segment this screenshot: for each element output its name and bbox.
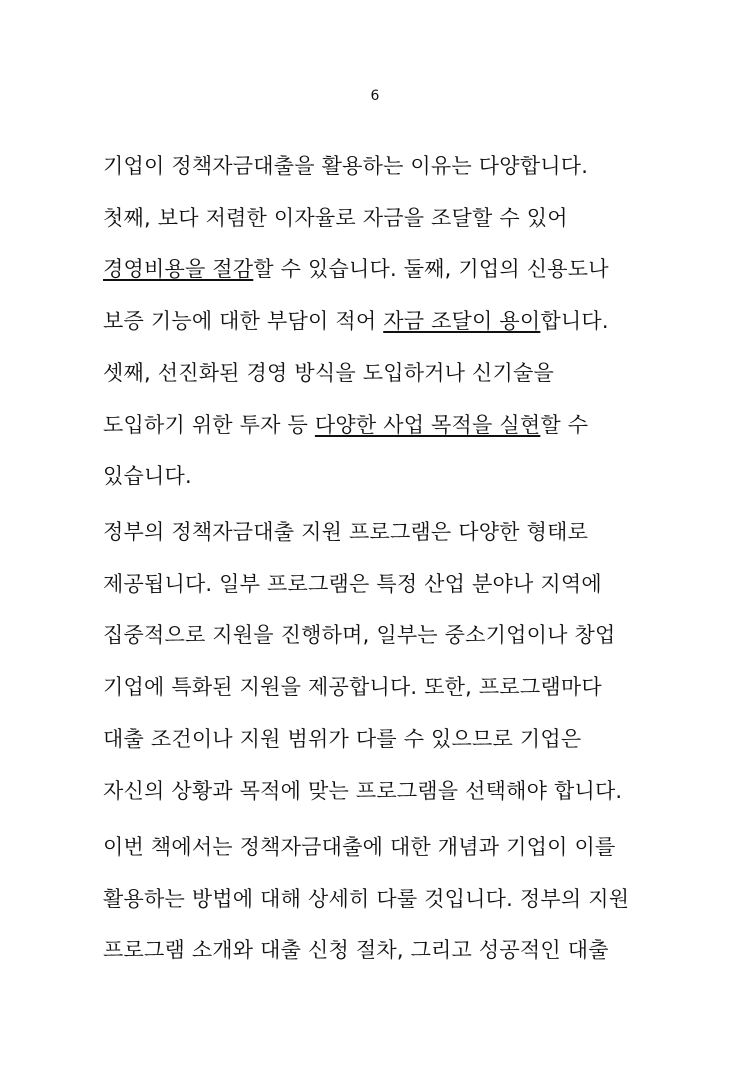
text-segment: 자신의 상황과 목적에 맞는 프로그램을 선택해야 합니다. bbox=[103, 778, 623, 803]
text-line bbox=[103, 152, 588, 180]
text-segment: 도입하기 위한 투자 등 bbox=[103, 412, 315, 437]
text-line bbox=[103, 570, 602, 598]
text-segment: 기업에 특화된 지원을 제공합니다. 또한, 프로그램마다 bbox=[103, 675, 602, 700]
text-line bbox=[103, 777, 622, 805]
text-segment: 이번 책에서는 정책자금대출에 대한 개념과 기업이 이를 bbox=[103, 835, 616, 859]
text-segment: 정부의 정책자금대출 지원 프로그램은 다양한 형태로 bbox=[103, 520, 589, 544]
text-segment: 프로그램 소개와 대출 신청 절차, 그리고 성공적인 대출 bbox=[103, 938, 609, 963]
page-number: 6 bbox=[370, 88, 380, 104]
underlined-phrase: 자금 조달이 용이 bbox=[383, 309, 541, 334]
text-line bbox=[103, 833, 615, 861]
text-segment: 기업이 정책자금대출을 활용하는 이유는 다양합니다. bbox=[103, 154, 589, 178]
text-segment: 할 수 있습니다. 둘째, 기업의 신용도나 bbox=[253, 257, 609, 282]
text-line bbox=[103, 411, 588, 439]
text-segment: 셋째, 선진화된 경영 방식을 도입하거나 신기술을 bbox=[103, 360, 554, 385]
text-line bbox=[103, 621, 615, 649]
text-line bbox=[103, 725, 581, 753]
text-segment: 제공됩니다. 일부 프로그램은 특정 산업 분야나 지역에 bbox=[103, 571, 602, 596]
underlined-phrase: 다양한 사업 목적을 실현 bbox=[314, 412, 541, 437]
text-segment: 할 수 bbox=[540, 412, 589, 437]
text-line bbox=[103, 462, 192, 490]
text-line bbox=[103, 204, 568, 232]
text-line bbox=[103, 307, 609, 335]
underlined-phrase: 경영비용을 절감 bbox=[103, 257, 254, 282]
text-segment: 합니다. bbox=[540, 309, 609, 334]
text-line bbox=[103, 936, 609, 964]
text-line bbox=[103, 673, 602, 701]
text-segment: 보증 기능에 대한 부담이 적어 bbox=[103, 309, 384, 334]
text-line bbox=[103, 885, 629, 913]
text-line bbox=[103, 518, 588, 546]
text-segment: 집중적으로 지원을 진행하며, 일부는 중소기업이나 창업 bbox=[103, 623, 616, 648]
text-segment: 첫째, 보다 저렴한 이자율로 자금을 조달할 수 있어 bbox=[103, 205, 568, 230]
text-line bbox=[103, 359, 554, 387]
text-segment: 대출 조건이나 지원 범위가 다를 수 있으므로 기업은 bbox=[103, 726, 582, 751]
text-segment: 활용하는 방법에 대해 상세히 다룰 것입니다. 정부의 지원 bbox=[103, 886, 630, 911]
text-segment: 있습니다. bbox=[103, 464, 192, 489]
text-line bbox=[103, 255, 609, 283]
